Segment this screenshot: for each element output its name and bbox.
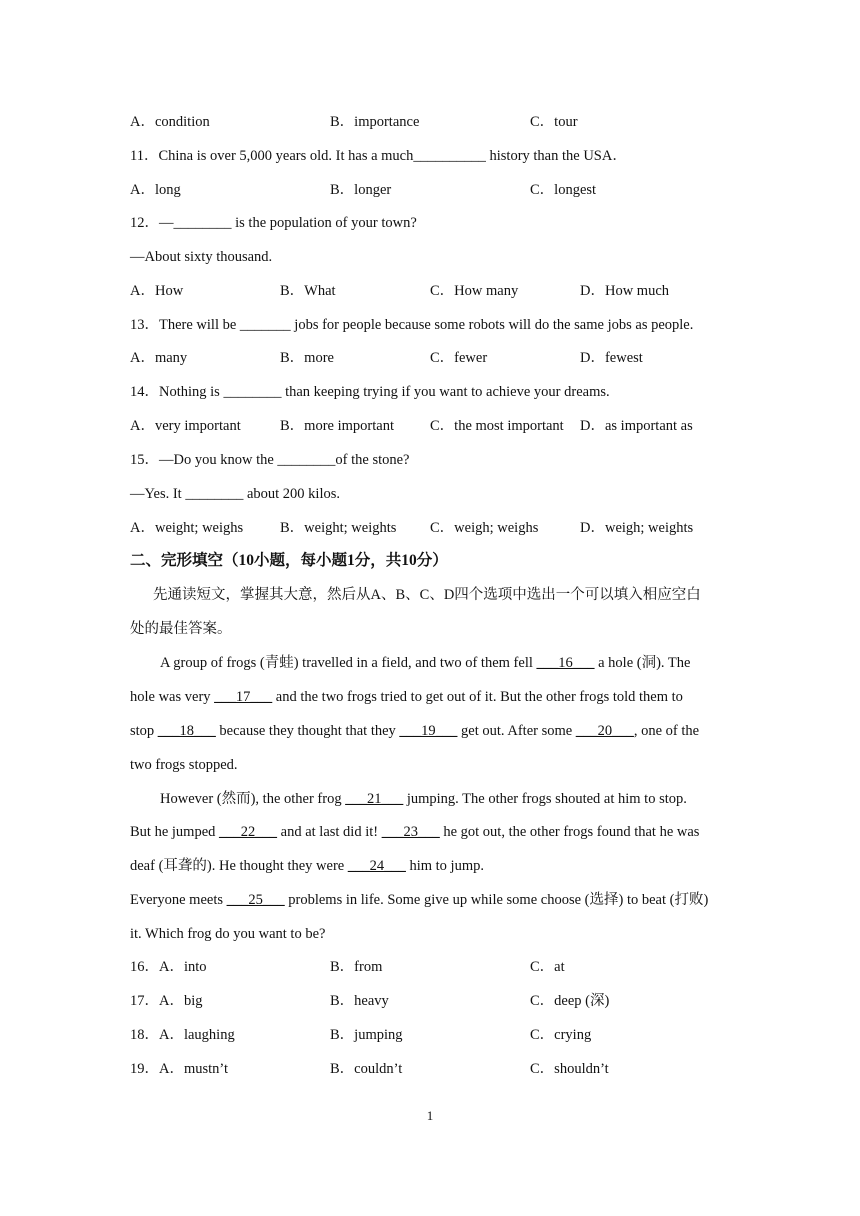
q12-option-a: A．How: [130, 283, 184, 299]
q11-option-a: A．long: [130, 182, 181, 198]
passage-p1-line3: stop ___18___ because they thought that they ___19___ get out. After some ___20___, one of the: [130, 723, 700, 739]
q15-option-b: B．weight; weights: [280, 520, 397, 536]
blank-25: ___25___: [226, 892, 285, 908]
q11-option-b: B．longer: [330, 182, 392, 198]
passage-p3-line1: Everyone meets ___25___ problems in life. Some give up while some choose (选择) to beat (打败): [130, 892, 709, 908]
q15-option-d: D．weigh; weights: [580, 520, 694, 536]
passage-p2-line3: deaf (耳聋的). He thought they were ___24___ him to jump.: [130, 858, 484, 874]
blank-20: ___20___: [575, 723, 634, 739]
q16-option-b: B．from: [330, 959, 383, 975]
q15-option-c: C．weigh; weighs: [430, 520, 539, 536]
q14-option-a: A．very important: [130, 418, 241, 434]
q14-option-b: B．more important: [280, 418, 394, 434]
section-instructions-line1: 先通读短文，掌握其大意，然后从A、B、C、D四个选项中选出一个可以填入相应空白: [153, 587, 701, 603]
section-instructions-line2: 处的最佳答案。: [130, 621, 232, 637]
blank-22: ___22___: [219, 824, 278, 840]
q17-option-a: 17．A．big: [130, 993, 203, 1009]
q12-option-d: D．How much: [580, 283, 670, 299]
passage-p2-line1: However (然而), the other frog ___21___ jumping. The other frogs shouted at him to stop.: [160, 791, 687, 807]
q10-option-a: A．condition: [130, 114, 210, 130]
q14-stem: 14．Nothing is ________ than keeping trying if you want to achieve your dreams.: [130, 384, 610, 400]
q10-option-b: B．importance: [330, 114, 420, 130]
q12-option-c: C．How many: [430, 283, 519, 299]
q11-stem: 11．China is over 5,000 years old. It has a much__________ history than the USA．: [130, 148, 627, 164]
section-heading: 二、完形填空（10小题，每小题1分，共10分）: [130, 552, 448, 569]
q16-option-a: 16．A．into: [130, 959, 207, 975]
q11-option-c: C．longest: [530, 182, 597, 198]
q19-option-a: 19．A．mustn’t: [130, 1061, 229, 1077]
q13-option-d: D．fewest: [580, 350, 643, 366]
blank-18: ___18___: [157, 723, 216, 739]
q15-answer: —Yes. It ________ about 200 kilos.: [130, 486, 340, 502]
blank-21: ___21___: [345, 791, 404, 807]
q18-option-a: 18．A．laughing: [130, 1027, 235, 1043]
q13-option-c: C．fewer: [430, 350, 488, 366]
q19-option-b: B．couldn’t: [330, 1061, 403, 1077]
blank-16: ___16___: [536, 655, 595, 671]
q18-option-b: B．jumping: [330, 1027, 403, 1043]
q12-stem: 12．—________ is the population of your town?: [130, 215, 417, 231]
page-number: 1: [426, 1108, 434, 1123]
q17-option-b: B．heavy: [330, 993, 389, 1009]
blank-24: ___24___: [347, 858, 406, 874]
passage-p1-line4: two frogs stopped.: [130, 757, 238, 773]
q14-option-d: D．as important as: [580, 418, 693, 434]
q17-option-c: C．deep (深): [530, 993, 610, 1009]
q12-option-b: B．What: [280, 283, 336, 299]
passage-p3-line2: it. Which frog do you want to be?: [130, 926, 326, 942]
q15-option-a: A．weight; weighs: [130, 520, 244, 536]
q12-answer: —About sixty thousand.: [130, 249, 273, 265]
q15-stem: 15．—Do you know the ________of the stone?: [130, 452, 410, 468]
passage-p1-line2: hole was very ___17___ and the two frogs tried to get out of it. But the other frogs told them to: [130, 689, 683, 705]
q13-stem: 13．There will be _______ jobs for people because some robots will do the same jobs as people.: [130, 317, 694, 333]
q10-option-c: C．tour: [530, 114, 578, 130]
passage-p2-line2: But he jumped ___22___ and at last did it! ___23___ he got out, the other frogs found that he was: [130, 824, 700, 840]
q13-option-a: A．many: [130, 350, 188, 366]
q18-option-c: C．crying: [530, 1027, 592, 1043]
passage-p1-line1: A group of frogs (青蛙) travelled in a field, and two of them fell ___16___ a hole (洞). The: [160, 655, 691, 671]
blank-19: ___19___: [399, 723, 458, 739]
q14-option-c: C．the most important: [430, 418, 564, 434]
q19-option-c: C．shouldn’t: [530, 1061, 609, 1077]
q16-option-c: C．at: [530, 959, 565, 975]
blank-17: ___17___: [214, 689, 273, 705]
q13-option-b: B．more: [280, 350, 334, 366]
blank-23: ___23___: [381, 824, 440, 840]
